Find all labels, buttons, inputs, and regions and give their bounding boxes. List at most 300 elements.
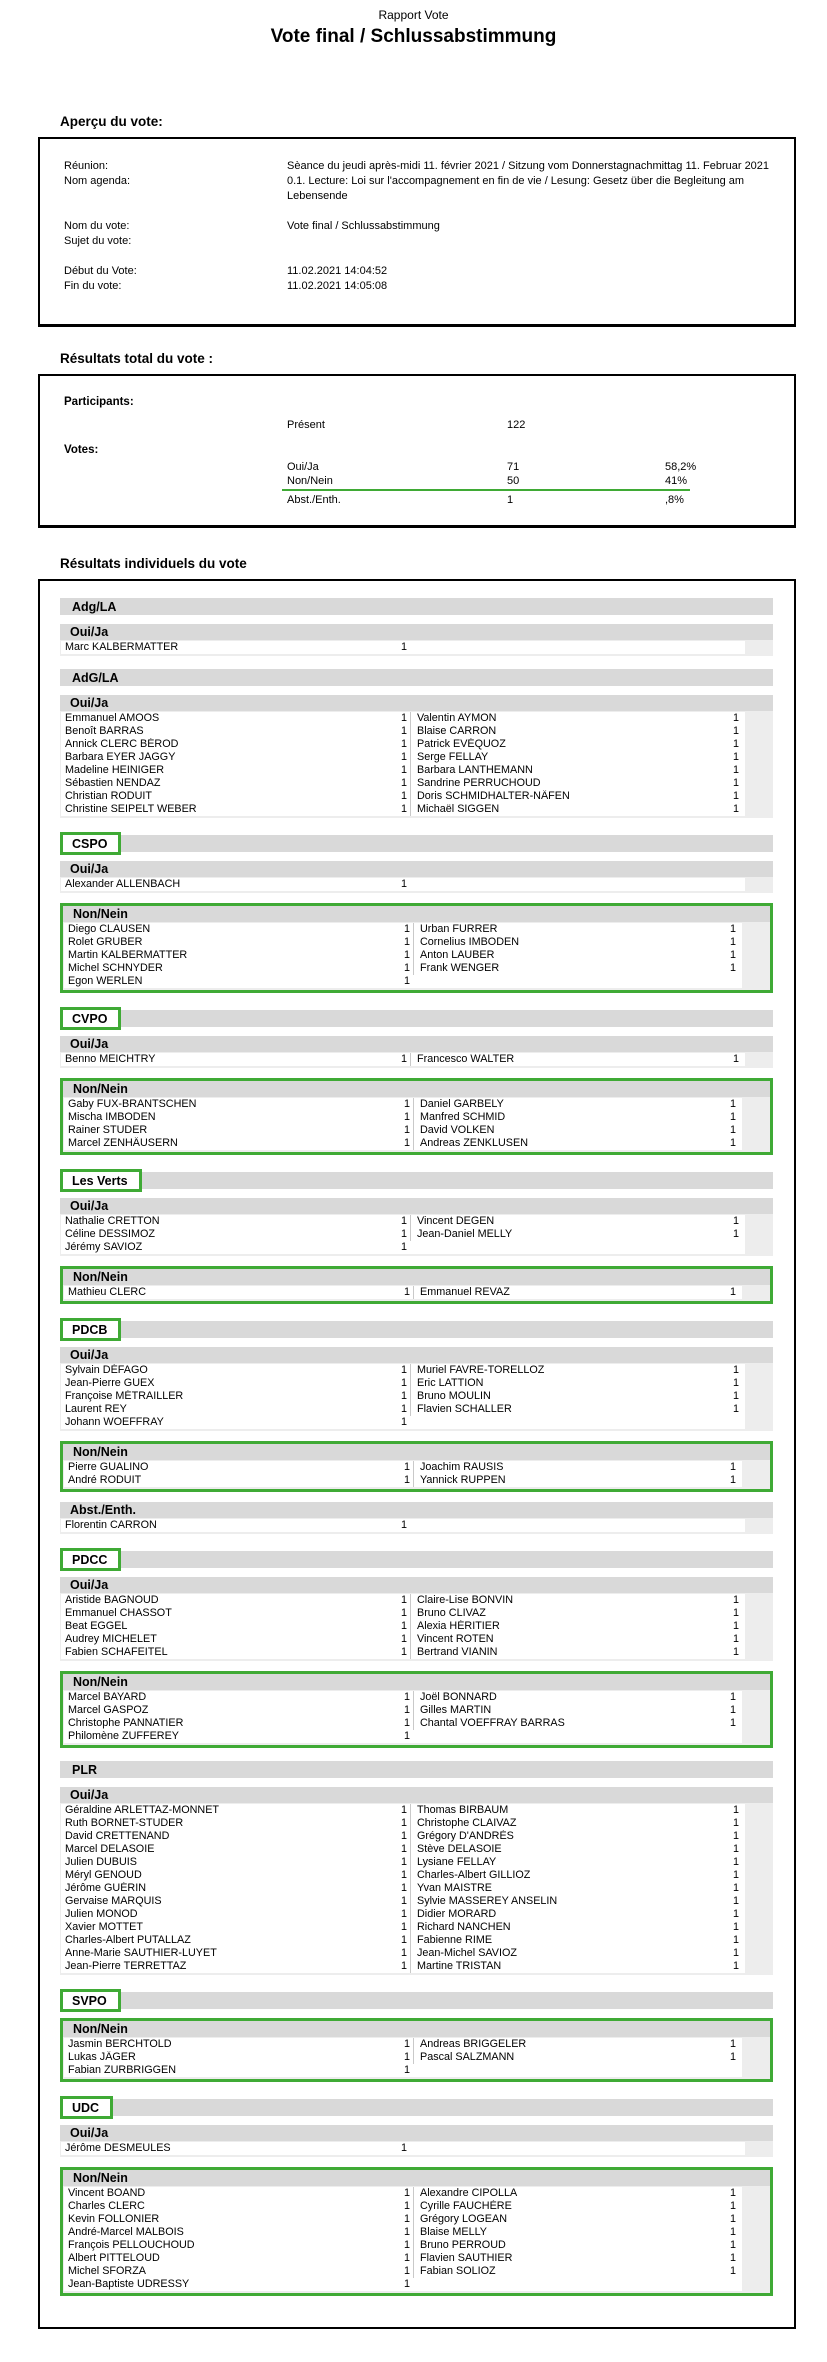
voter-vote-value: 1 [733,1908,740,1920]
voter-name: Grégory LOGEAN [420,2213,508,2225]
voter-name: Patrick EVÉQUOZ [417,738,506,750]
field-label: Début du Vote: [64,265,137,277]
report-type-label: Rapport Vote [378,8,449,22]
voter-vote-value: 1 [401,1416,408,1428]
vote-total-row-non [287,474,780,488]
voter-name: Nathalie CRETTON [65,1215,160,1227]
voter-vote-value: 1 [401,1830,408,1842]
voter-vote-value: 1 [730,1098,737,1110]
voter-name: Richard NANCHEN [417,1921,511,1933]
voter-name: Gaby FUX-BRANTSCHEN [68,1098,197,1110]
vote-option-header: Oui/Ja [60,1787,773,1803]
voter-vote-value: 1 [404,2239,411,2251]
voter-vote-value: 1 [401,878,408,890]
vote-total-row-abst [287,493,780,507]
voter-vote-value: 1 [401,1804,408,1816]
voter-row [61,1947,745,1960]
voter-vote-value: 1 [404,923,411,935]
voter-name: Aristide BAGNOUD [65,1594,159,1606]
voter-name: Johann WOEFFRAY [65,1416,164,1428]
voter-name: Christian RODUIT [65,790,152,802]
voter-name: Alexia HÉRITIER [417,1620,500,1632]
voter-vote-value: 1 [401,1594,408,1606]
voter-vote-value: 1 [733,1403,740,1415]
voter-vote-value: 1 [733,1921,740,1933]
party-name: Adg/LA [72,599,117,614]
voter-vote-value: 1 [401,764,408,776]
voter-name: Françoise MÉTRAILLER [65,1390,184,1402]
voter-rows [60,1593,773,1661]
voter-row [61,1646,745,1659]
voter-name: Madeline HEINIGER [65,764,165,776]
party-header-bar [60,1321,773,1338]
voter-row [61,1817,745,1830]
vote-option-label: Oui/Ja [287,461,319,473]
voter-vote-value: 1 [401,1390,408,1402]
voter-name: Charles-Albert GILLIOZ [417,1869,531,1881]
voter-row [61,1416,745,1429]
voter-name: Méryl GENOUD [65,1869,142,1881]
vote-group-oui-ja [60,1577,773,1661]
voter-row [64,2064,742,2077]
voter-vote-value: 1 [401,1908,408,1920]
voter-vote-value: 1 [733,1377,740,1389]
voter-vote-value: 1 [401,1519,408,1531]
voter-name: Gilles MARTIN [420,1704,492,1716]
voter-vote-value: 1 [404,1137,411,1149]
voter-vote-value: 1 [401,1947,408,1959]
voter-row [61,878,745,891]
voter-name: Lysiane FELLAY [417,1856,497,1868]
voter-name: Frank WENGER [420,962,500,974]
voter-rows [60,2141,773,2157]
vote-option-header: Non/Nein [63,1269,770,1285]
party-header-bar [60,1172,773,1189]
voter-name: Francesco WALTER [417,1053,515,1065]
voter-row [61,1869,745,1882]
voter-row [61,790,745,803]
voter-name: Martine TRISTAN [417,1960,502,1972]
voter-row [61,1908,745,1921]
voter-name: Gervaise MARQUIS [65,1895,162,1907]
voter-vote-value: 1 [733,1960,740,1972]
voter-vote-value: 1 [733,1228,740,1240]
voter-row [64,936,742,949]
field-label: Nom agenda: [64,175,131,187]
voter-vote-value: 1 [733,1934,740,1946]
voter-name: Andreas ZENKLUSEN [420,1137,529,1149]
field-row-vote-end [64,279,780,294]
voter-row [61,641,745,654]
voter-name: Cornelius IMBODEN [420,936,519,948]
voter-vote-value: 1 [404,1111,411,1123]
party-name: PDCB [60,1318,121,1341]
voter-row [64,1730,742,1743]
voter-name: David VOLKEN [420,1124,495,1136]
voter-row [64,975,742,988]
individual-results-heading: Résultats individuels du vote [60,556,247,571]
voter-name: Beat EGGEL [65,1620,128,1632]
voter-vote-value: 1 [730,949,737,961]
voter-vote-value: 1 [733,1620,740,1632]
voter-vote-value: 1 [401,1241,408,1253]
voter-name: Michel SFORZA [68,2265,146,2277]
voter-name: Didier MORARD [417,1908,497,1920]
voter-vote-value: 1 [730,2252,737,2264]
voter-row [61,1215,745,1228]
vote-option-header: Non/Nein [63,906,770,922]
voter-row [61,1895,745,1908]
vote-option-header: Oui/Ja [60,2125,773,2141]
voter-rows [63,2037,770,2079]
field-row-reunion [64,159,780,174]
voter-row [61,1856,745,1869]
voter-vote-value: 1 [733,725,740,737]
totals-heading: Résultats total du vote : [60,351,214,366]
party-header-bar [60,1761,773,1778]
voter-name: Christine SEIPELT WEBER [65,803,197,815]
voter-vote-value: 1 [401,1403,408,1415]
vote-total-row-oui [287,460,780,474]
voter-rows [63,1097,770,1152]
voter-name: Christophe CLAIVAZ [417,1817,517,1829]
vote-count: 71 [507,461,520,473]
voter-row [64,2252,742,2265]
voter-name: Anne-Marie SAUTHIER-LUYET [65,1947,217,1959]
voter-vote-value: 1 [733,738,740,750]
voter-name: André-Marcel MALBOIS [68,2226,184,2238]
voter-name: Emmanuel REVAZ [420,1286,510,1298]
voter-vote-value: 1 [733,1947,740,1959]
present-label: Présent [287,419,325,431]
vote-option-header: Oui/Ja [60,861,773,877]
voter-vote-value: 1 [733,1817,740,1829]
votes-label: Votes: [64,444,99,456]
voter-row [64,2038,742,2051]
party-header-bar [60,1551,773,1568]
voter-vote-value: 1 [730,936,737,948]
voter-name: Jérôme GUÉRIN [65,1882,146,1894]
voter-vote-value: 1 [733,1607,740,1619]
vote-group-abst-enth [60,1502,773,1534]
voter-row [64,962,742,975]
voter-vote-value: 1 [733,1830,740,1842]
voter-vote-value: 1 [401,1607,408,1619]
voter-row [61,1830,745,1843]
voter-row [61,1228,745,1241]
vote-count: 1 [507,494,514,506]
voter-name: Joachim RAUSIS [420,1461,504,1473]
voter-row [64,2187,742,2200]
voter-row [64,1474,742,1487]
party-name: PDCC [60,1548,121,1571]
voter-name: Valentin AYMON [417,712,497,724]
voter-name: Bruno PERROUD [420,2239,506,2251]
vote-option-header: Oui/Ja [60,1198,773,1214]
voter-name: Joël BONNARD [420,1691,497,1703]
voter-row [61,1594,745,1607]
voter-name: Fabian ZURBRIGGEN [68,2064,176,2076]
field-value [287,234,780,249]
voter-name: Pascal SALZMANN [420,2051,515,2063]
voter-vote-value: 1 [404,2226,411,2238]
vote-percent: 41% [665,475,688,487]
party-name: SVPO [60,1989,121,2012]
voter-name: Philomène ZUFFEREY [68,1730,180,1742]
party-section-pdcc [60,1547,773,1748]
voter-vote-value: 1 [401,1843,408,1855]
voter-row [61,803,745,816]
voter-vote-value: 1 [733,764,740,776]
party-section-cspo [60,831,773,993]
voter-name: Jean-Pierre TERRETTAZ [65,1960,187,1972]
voter-vote-value: 1 [404,1474,411,1486]
voter-row [61,2142,745,2155]
voter-name: Sandrine PERRUCHOUD [417,777,541,789]
voter-row [64,2265,742,2278]
voter-name: Marc KALBERMATTER [65,641,179,653]
voter-rows [60,1803,773,1975]
field-label: Réunion: [64,160,109,172]
voter-vote-value: 1 [730,923,737,935]
overview-heading: Aperçu du vote: [60,114,163,129]
voter-vote-value: 1 [401,803,408,815]
voter-name: Michel SCHNYDER [68,962,163,974]
voter-row [61,1882,745,1895]
individual-results-section [38,556,796,2329]
vote-option-label: Abst./Enth. [287,494,341,506]
voter-vote-value: 1 [401,1869,408,1881]
voter-vote-value: 1 [401,712,408,724]
voter-name: Jérôme DESMEULES [65,2142,171,2154]
voter-name: Martin KALBERMATTER [68,949,188,961]
voter-name: Fabian SOLIOZ [420,2265,496,2277]
voter-row [61,777,745,790]
voter-vote-value: 1 [404,2213,411,2225]
participants-label: Participants: [64,396,134,408]
voter-name: David CRETTENAND [65,1830,170,1842]
voter-name: Daniel GARBELY [420,1098,504,1110]
voter-vote-value: 1 [401,725,408,737]
field-value: Sèance du jeudi après-midi 11. février 2021 / Sitzung vom Donnerstagnachmittag 11. Februar 2021 [287,160,770,172]
voter-vote-value: 1 [404,936,411,948]
voter-name: Marcel BAYARD [68,1691,147,1703]
vote-group-oui-ja [60,1036,773,1068]
voter-name: Sylvain DÉFAGO [65,1364,148,1376]
overview-box [38,137,796,327]
voter-name: Kevin FOLLONIER [68,2213,160,2225]
voter-name: Barbara LANTHEMANN [417,764,533,776]
party-section-udc [60,2095,773,2296]
voter-name: Michaël SIGGEN [417,803,500,815]
party-name: AdG/LA [72,670,119,685]
voter-name: Florentin CARRON [65,1519,157,1531]
voter-rows [63,1285,770,1301]
vote-option-header: Non/Nein [63,1444,770,1460]
voter-row [64,1691,742,1704]
voter-name: Annick CLERC BÉROD [65,738,179,750]
voter-row [61,1377,745,1390]
voter-name: Céline DESSIMOZ [65,1228,155,1240]
voter-vote-value: 1 [404,962,411,974]
voter-name: Géraldine ARLETTAZ-MONNET [65,1804,219,1816]
vote-option-header: Non/Nein [63,2021,770,2037]
voter-vote-value: 1 [733,1594,740,1606]
voter-vote-value: 1 [733,803,740,815]
voter-name: Blaise CARRON [417,725,497,737]
voter-name: Diego CLAUSEN [68,923,151,935]
totals-section [38,351,796,528]
voter-vote-value: 1 [730,2239,737,2251]
party-name: PLR [72,1762,97,1777]
parties-list [60,598,773,2296]
voter-name: Urban FURRER [420,923,498,935]
voter-vote-value: 1 [404,1717,411,1729]
party-section-pdcb [60,1317,773,1534]
voter-name: Alexander ALLENBACH [65,878,181,890]
vote-group-oui-ja [60,1787,773,1975]
voter-rows [63,1690,770,1745]
voter-name: Flavien SAUTHIER [420,2252,513,2264]
voter-name: Yvan MAISTRE [417,1882,493,1894]
voter-name: Julien MONOD [65,1908,138,1920]
votes-block [64,460,780,507]
voter-row [64,2226,742,2239]
voter-name: Eric LATTION [417,1377,484,1389]
voter-name: Ruth BORNET-STUDER [65,1817,184,1829]
voter-vote-value: 1 [730,1461,737,1473]
voter-vote-value: 1 [730,1137,737,1149]
voter-name: Serge FELLAY [417,751,489,763]
voter-row [61,1390,745,1403]
voter-name: Emmanuel CHASSOT [65,1607,172,1619]
party-header-bar [60,835,773,852]
voter-vote-value: 1 [730,2200,737,2212]
voter-vote-value: 1 [404,2278,411,2290]
party-section-les-verts [60,1168,773,1304]
voter-name: Bruno MOULIN [417,1390,491,1402]
voter-name: Vincent BOAND [68,2187,146,2199]
voter-row [64,1461,742,1474]
vote-option-header: Oui/Ja [60,624,773,640]
voter-rows [63,922,770,990]
voter-name: Barbara EYER JAGGY [65,751,176,763]
voter-row [64,1124,742,1137]
voter-name: Mischa IMBODEN [68,1111,156,1123]
voter-vote-value: 1 [404,2051,411,2063]
voter-name: Julien DUBUIS [65,1856,138,1868]
vote-group-non-nein [60,1266,773,1304]
vote-group-oui-ja [60,695,773,818]
party-name: Les Verts [60,1169,142,1192]
voter-vote-value: 1 [401,1817,408,1829]
voter-vote-value: 1 [733,712,740,724]
voter-row [61,1843,745,1856]
voter-row [61,738,745,751]
voter-vote-value: 1 [401,1053,408,1065]
voter-name: Manfred SCHMID [420,1111,506,1123]
voter-vote-value: 1 [401,1364,408,1376]
voter-rows [63,2186,770,2293]
party-header-bar [60,1010,773,1027]
party-section-cvpo [60,1006,773,1155]
vote-count: 50 [507,475,520,487]
voter-row [61,1960,745,1973]
vote-group-oui-ja [60,861,773,893]
vote-option-header: Non/Nein [63,1674,770,1690]
voter-vote-value: 1 [730,1691,737,1703]
voter-vote-value: 1 [401,1934,408,1946]
present-row [287,418,780,432]
voter-name: Vincent ROTEN [417,1633,494,1645]
voter-name: Alexandre CIPOLLA [420,2187,518,2199]
vote-option-header: Abst./Enth. [60,1502,773,1518]
vote-option-header: Non/Nein [63,2170,770,2186]
voter-vote-value: 1 [730,1124,737,1136]
vote-group-oui-ja [60,1198,773,1256]
voter-rows [60,1518,773,1534]
voter-vote-value: 1 [401,777,408,789]
voter-name: Jérémy SAVIOZ [65,1241,143,1253]
voter-vote-value: 1 [733,1215,740,1227]
party-header-bar [60,669,773,686]
voter-vote-value: 1 [733,751,740,763]
voter-vote-value: 1 [730,1286,737,1298]
voter-row [64,2051,742,2064]
voter-name: Lukas JÄGER [68,2051,136,2063]
individual-results-box [38,579,796,2329]
voter-name: Thomas BIRBAUM [417,1804,509,1816]
voter-vote-value: 1 [401,738,408,750]
voter-name: Charles CLERC [68,2200,145,2212]
vote-percent: ,8% [665,494,684,506]
voter-vote-value: 1 [401,1960,408,1972]
voter-vote-value: 1 [401,2142,408,2154]
voter-name: Chantal VOEFFRAY BARRAS [420,1717,565,1729]
voter-row [64,2278,742,2291]
voter-vote-value: 1 [733,1390,740,1402]
voter-vote-value: 1 [401,751,408,763]
voter-vote-value: 1 [733,1895,740,1907]
vote-option-header: Oui/Ja [60,695,773,711]
voter-name: Xavier MOTTET [65,1921,143,1933]
voter-vote-value: 1 [401,1633,408,1645]
voter-rows [60,1052,773,1068]
voter-name: Anton LAUBER [420,949,495,961]
voter-vote-value: 1 [730,1474,737,1486]
voter-vote-value: 1 [733,1053,740,1065]
voter-row [64,949,742,962]
field-label: Nom du vote: [64,220,130,232]
green-separator-line [282,489,690,491]
voter-row [64,2213,742,2226]
voter-row [61,1934,745,1947]
voter-name: Fabien SCHAFEITEL [65,1646,168,1658]
voter-row [61,1921,745,1934]
voter-row [64,2239,742,2252]
voter-name: Audrey MICHELET [65,1633,157,1645]
voter-vote-value: 1 [401,1921,408,1933]
voter-name: Cyrille FAUCHÈRE [420,2200,512,2212]
voter-name: Andreas BRIGGELER [420,2038,527,2050]
voter-name: Benno MEICHTRY [65,1053,156,1065]
voter-name: Rainer STUDER [68,1124,148,1136]
voter-vote-value: 1 [730,2038,737,2050]
voter-vote-value: 1 [404,2187,411,2199]
voter-name: Jasmin BERCHTOLD [68,2038,172,2050]
voter-name: Flavien SCHALLER [417,1403,512,1415]
party-name: CVPO [60,1007,121,1030]
